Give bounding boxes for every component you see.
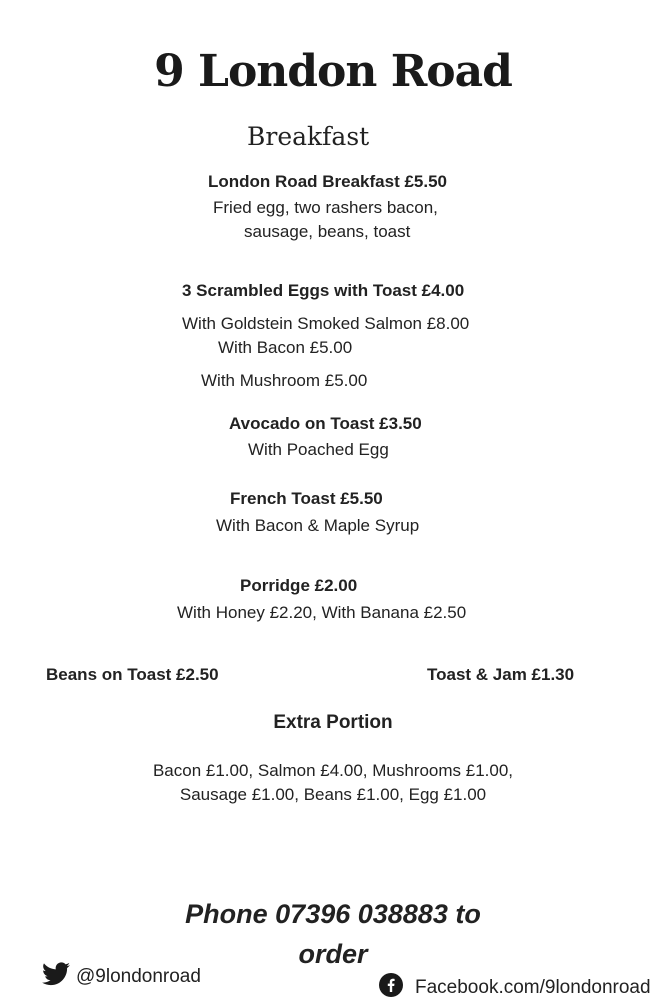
menu-item-option: With Goldstein Smoked Salmon £8.00: [182, 314, 470, 333]
extra-portion-line: Sausage £1.00, Beans £1.00, Egg £1.00: [179, 785, 487, 804]
twitter-handle[interactable]: [42, 962, 201, 992]
phone-order-line: Phone 07396 038883 to: [185, 899, 481, 929]
menu-item-option: With Bacon £5.00: [218, 338, 353, 357]
facebook-url-text: Facebook.com/9londonroad: [415, 977, 651, 998]
menu-item-london-road-breakfast: London Road Breakfast £5.50: [208, 172, 448, 191]
menu-item-desc: With Bacon & Maple Syrup: [216, 516, 420, 535]
menu-item-beans-on-toast: Beans on Toast £2.50: [46, 665, 219, 684]
menu-item-desc: sausage, beans, toast: [244, 222, 411, 241]
menu-item-porridge: Porridge £2.00: [240, 576, 358, 595]
extra-portion-line: Bacon £1.00, Salmon £4.00, Mushrooms £1.00,: [152, 761, 514, 780]
menu-item-desc: With Honey £2.20, With Banana £2.50: [177, 603, 467, 622]
section-title: Breakfast: [247, 122, 370, 151]
menu-item-option: With Mushroom £5.00: [201, 371, 368, 390]
facebook-link[interactable]: [379, 973, 651, 1003]
menu-item-desc: With Poached Egg: [248, 440, 389, 459]
extra-portion-heading: Extra Portion: [273, 712, 393, 733]
facebook-icon: [379, 973, 403, 1003]
menu-item-avocado: Avocado on Toast £3.50: [229, 414, 422, 433]
menu-item-desc: Fried egg, two rashers bacon,: [213, 198, 438, 217]
page-title: 9 London Road: [154, 46, 512, 97]
menu-item-french-toast: French Toast £5.50: [230, 489, 383, 508]
menu-item-scrambled-eggs: 3 Scrambled Eggs with Toast £4.00: [182, 281, 465, 300]
phone-order-line: order: [298, 939, 368, 969]
twitter-bird-icon: [42, 962, 70, 992]
twitter-handle-text: @9londonroad: [76, 966, 201, 987]
menu-item-toast-jam: Toast & Jam £1.30: [427, 665, 575, 684]
